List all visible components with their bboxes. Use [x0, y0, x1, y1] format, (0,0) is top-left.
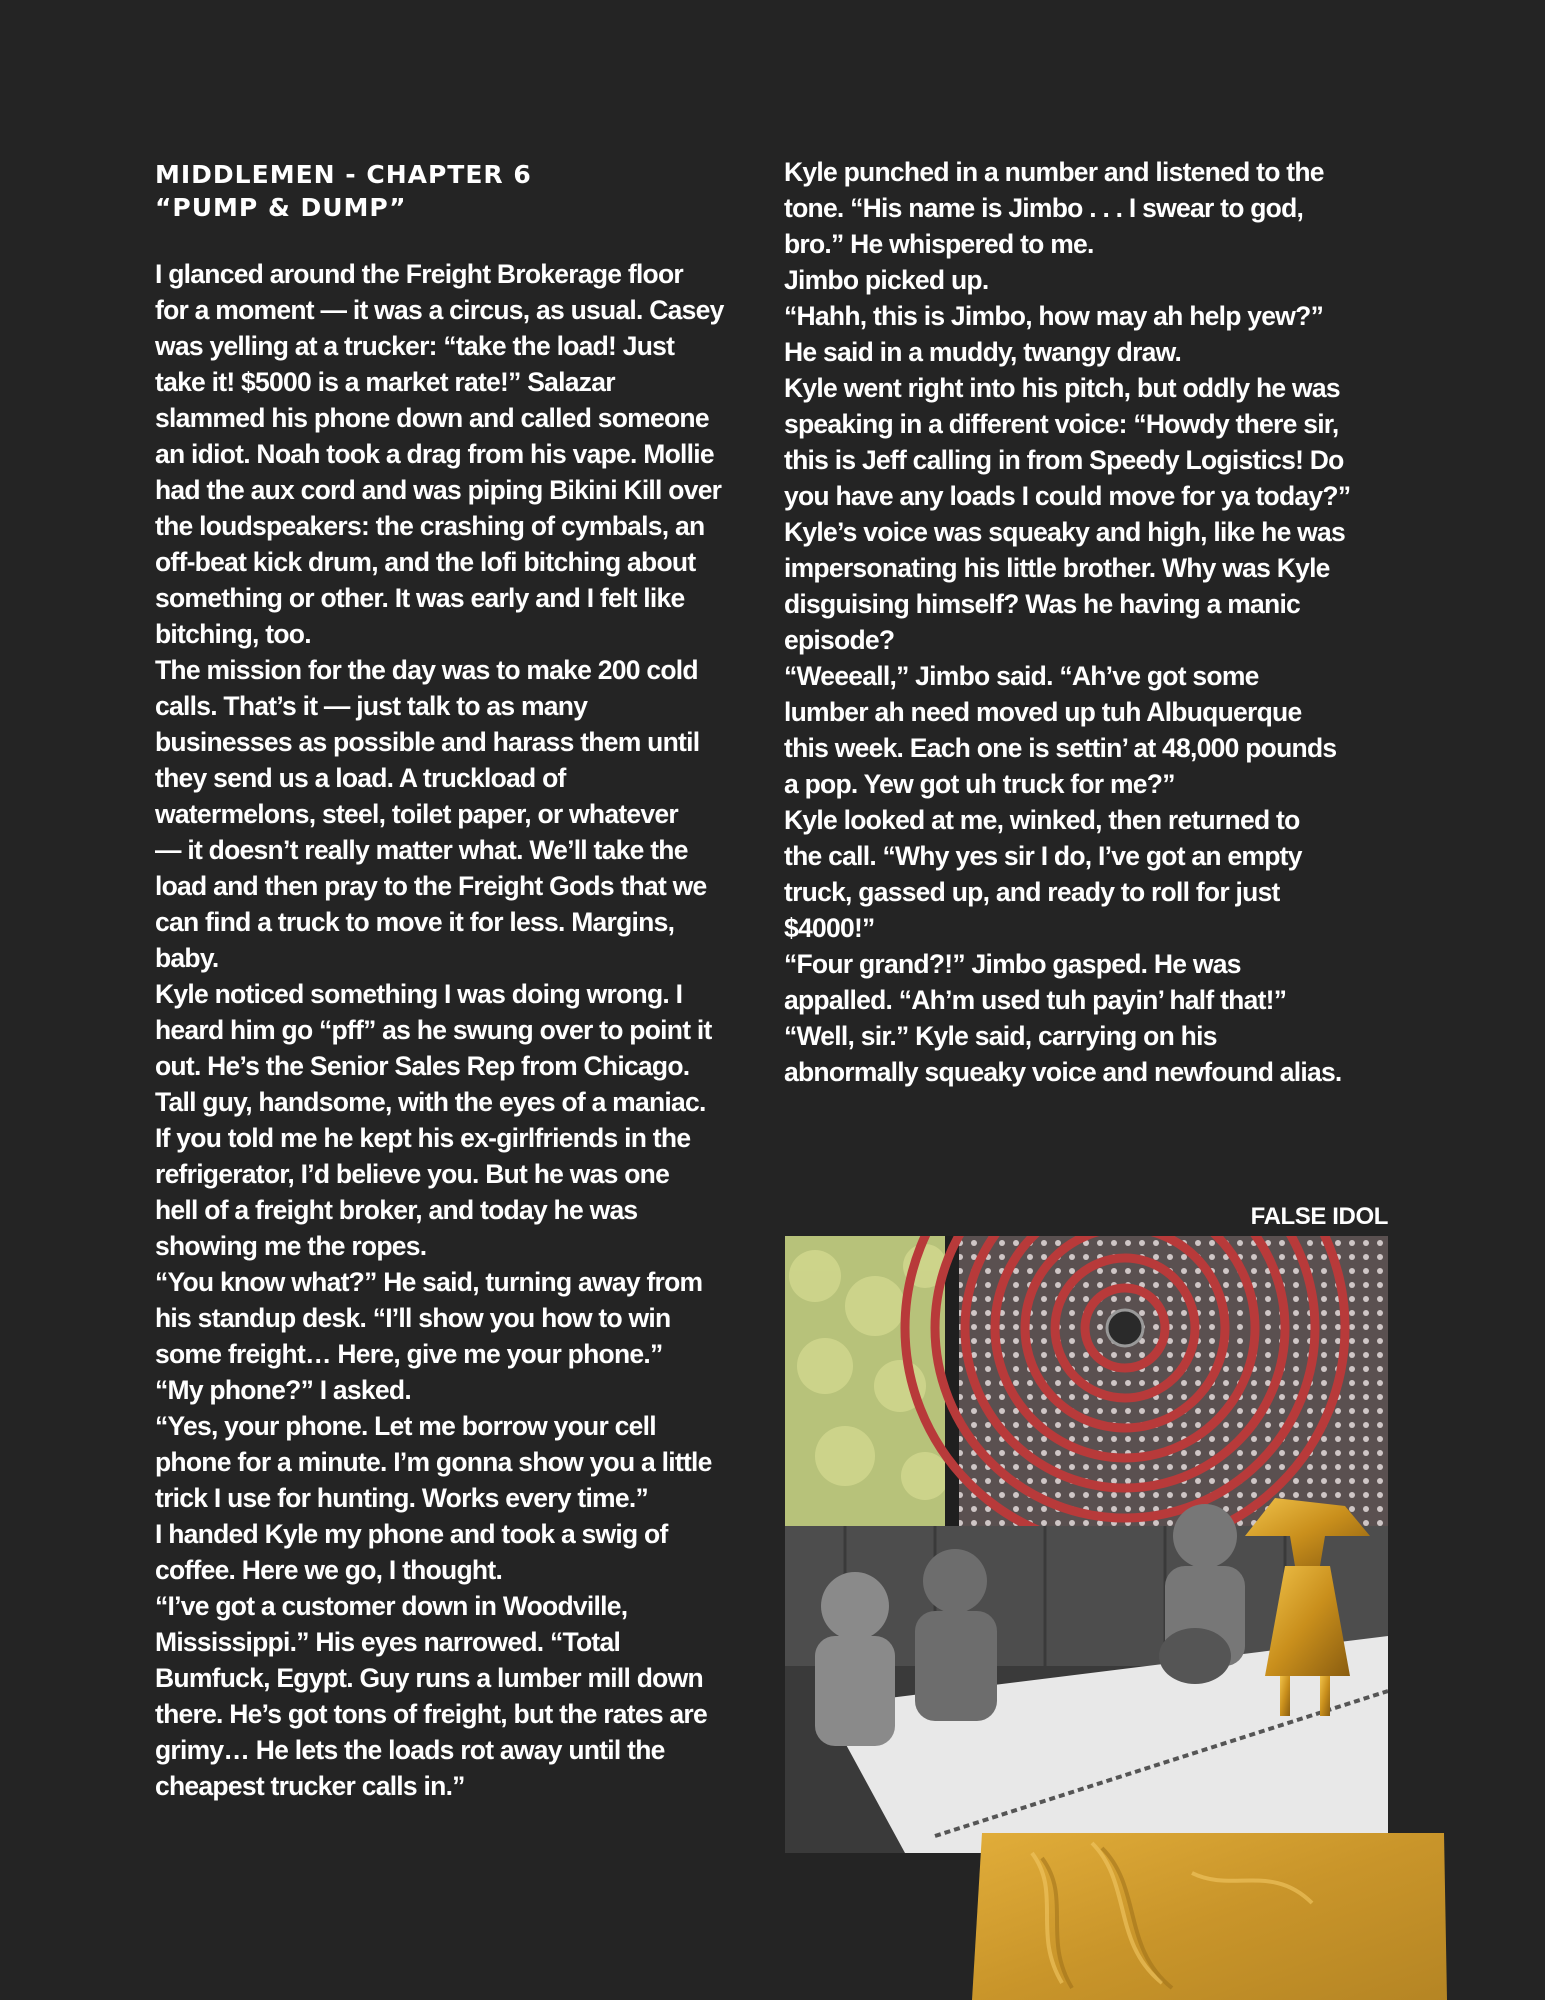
balloon — [1159, 1628, 1231, 1684]
child-figure-left — [815, 1572, 895, 1746]
story-column-left: I glanced around the Freight Brokerage floor for a moment — it was a circus, as usual. Casey was yelling at a trucker: “take the load! Just take it! $5000 is a market rate!” Salazar slammed his phone down and called someone an idiot. Noah took a drag from his vape. Mollie had the aux cord and was piping Bikini Kill over the loudspeakers: the crashing of cymbals, an off-beat kick drum, and the lofi bitching about something or other. It was early and I felt like bitching, too. The mission for the day was to make 200 cold calls. That’s it — just talk to as many businesses as possible and harass them until they send us a load. A truckload of watermelons, steel, toilet paper, or whatever — it doesn’t really matter what. We’ll take the load and then pray to the Freight Gods that we can find a truck to move it for less. Margins, baby. Kyle noticed something I was doing wrong. I heard him go “pff” as he swung over to point it out. He’s the Senior Sales Rep from Chicago. Tall guy, handsome, with the eyes of a maniac. If you told me he kept his ex-girlfriends in the refrigerator, I’d believe you. But he was one hell of a freight broker, and today he was showing me the ropes. “You know what?” He said, turning away from his standup desk. “I’ll show you how to win some freight… Here, give me your phone.” “My phone?” I asked. “Yes, your phone. Let me borrow your cell phone for a minute. I’m gonna show you a little trick I use for hunting. Works every time.” I handed Kyle my phone and took a swig of coffee. Here we go, I thought. “I’ve got a customer down in Woodville, Mississippi.” His eyes narrowed. “Total Bumfuck, Egypt. Guy runs a lumber mill down there. He’s got tons of freight, but the rates are grimy… He lets the loads rot away until the cheapest trucker calls in.” — [155, 259, 724, 1801]
story-column-right: Kyle punched in a number and listened to the tone. “His name is Jimbo . . . I swear to god, bro.” He whispered to me. Jimbo picked up. “Hahh, this is Jimbo, how may ah help yew?” He said in a muddy, twangy draw. Kyle went right into his pitch, but oddly he was speaking in a different voice: “Howdy there sir, this is Jeff calling in from Speedy Logistics! Do you have any loads I could move for ya today?” Kyle’s voice was squeaky and high, like he was impersonating his little brother. Why was Kyle disguising himself? Was he having a manic episode? “Weeeall,” Jimbo said. “Ah’ve got some lumber ah need moved up tuh Albuquerque this week. Each one is settin’ at 48,000 pounds a pop. Yew got uh truck for me?” Kyle looked at me, winked, then returned to the call. “Why yes sir I do, I’ve got an empty truck, gassed up, and ready to roll for just $4000!” “Four grand?!” Jimbo gasped. He was appalled. “Ah’m used tuh payin’ half that!” “Well, sir.” Kyle said, carrying on his abnormally squeaky voice and newfound alias. — [784, 157, 1351, 1087]
chapter-title: MIDDLEMEN - CHAPTER 6 “PUMP & DUMP” — [155, 160, 532, 222]
artwork-caption: FALSE IDOL — [1250, 1203, 1388, 1230]
false-idol-collage-image — [785, 1236, 1388, 1853]
child-figure-middle — [915, 1549, 997, 1721]
gold-tape-strip-image — [972, 1833, 1447, 2000]
